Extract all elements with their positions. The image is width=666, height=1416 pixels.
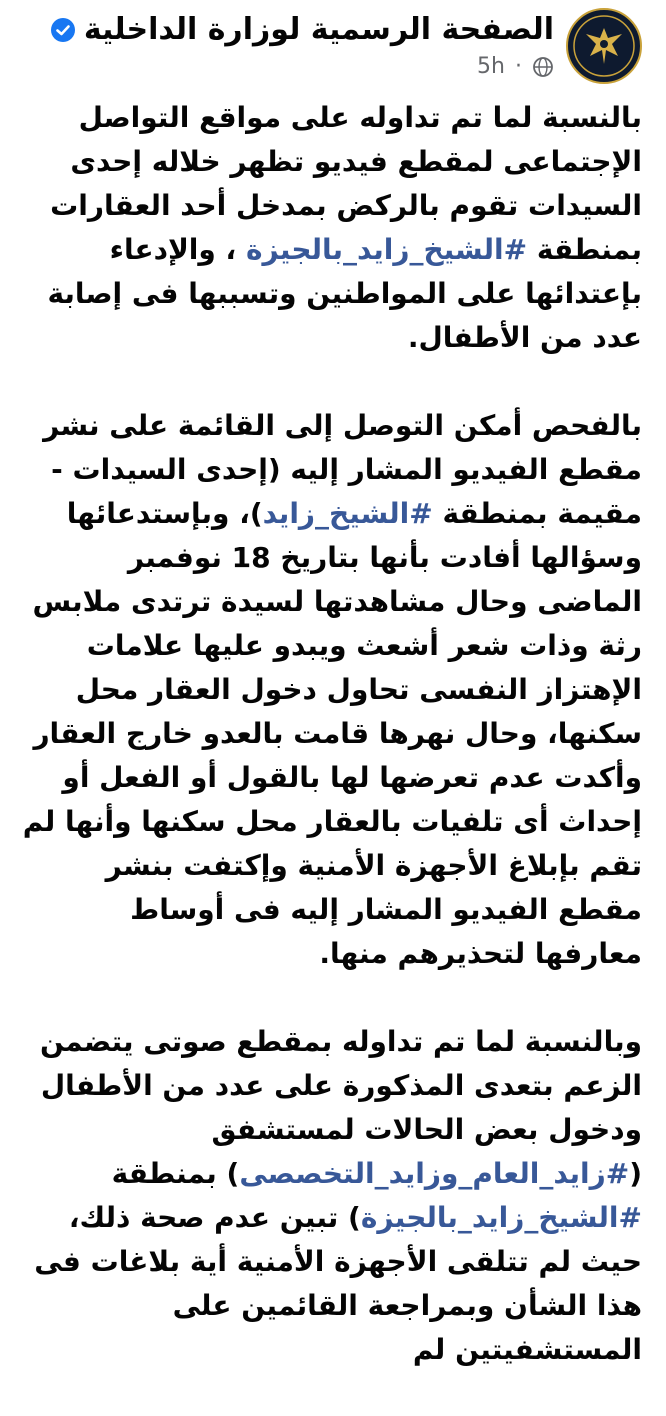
post-paragraph [20,404,642,976]
hashtag-link[interactable]: #الشيخ_زايد_بالجيزة [360,1201,642,1234]
page-name[interactable]: الصفحة الرسمية لوزارة الداخلية [83,12,554,47]
globe-icon[interactable] [532,56,554,78]
post-header [0,0,666,92]
hashtag-link[interactable]: #الشيخ_زايد_بالجيزة [245,233,528,266]
post-time[interactable]: 5h [477,54,505,79]
meta-separator: · [515,54,522,79]
hashtag-link[interactable]: #زايد_العام_وزايد_التخصصى [239,1157,630,1190]
page-title-row [50,12,554,47]
paragraph-text: بالنسبة لما تم تداوله على مواقع التواصل الإجتماعى لمقطع فيديو تظهر خلاله إحدى السيدات تقوم بالركض بمدخل أحد العقارات بمنطقة [50,101,642,266]
paragraph-text: ) بمنطقة [111,1157,240,1190]
paragraph-text: )، وبإستدعائها وسؤالها أفادت بأنها بتاريخ 18 نوفمبر الماضى وحال مشاهدتها لسيدة ترتدى ملابس رثة وذات شعر أشعث ويبدو عليها علامات الإهتزاز النفسى تحاول دخول العقار محل سكنها، وحال نهرها قامت بالعدو خارج العقار وأكدت عدم تعرضها لها بالقول أو الفعل أو إحداث أى تلفيات بالعقار محل سكنها وأنها لم تقم بإبلاغ الأجهزة الأمنية وإكتفت بنشر مقطع الفيديو المشار إليه فى أوساط معارفها لتحذيرهم منها. [22,497,642,970]
post-paragraph [20,1020,642,1372]
hashtag-link[interactable]: #الشيخ_زايد [262,497,433,530]
paragraph-text: بالفحص أمكن التوصل إلى القائمة على نشر مقطع الفيديو المشار إليه (إحدى السيدات - مقيمة بمنطقة [43,409,642,530]
verified-badge-icon [50,17,76,43]
paragraph-text: ، والإدعاء بإعتدائها على المواطنين وتسببها فى إصابة عدد من الأطفال. [47,233,642,354]
paragraph-text: وبالنسبة لما تم تداوله بمقطع صوتى يتضمن الزعم بتعدى المذكورة على عدد من الأطفال ودخول بعض الحالات لمستشفق ( [39,1025,642,1190]
post-paragraph [20,96,642,360]
police-eagle-logo-icon [568,10,640,82]
page-avatar[interactable] [566,8,642,84]
paragraph-text: ) تبين عدم صحة ذلك، حيث لم تتلقى الأجهزة الأمنية أية بلاغات فى هذا الشأن وبمراجعة القائمين على المستشفيتين لم [34,1201,642,1366]
post-body [20,96,642,1416]
post-meta [477,54,554,79]
